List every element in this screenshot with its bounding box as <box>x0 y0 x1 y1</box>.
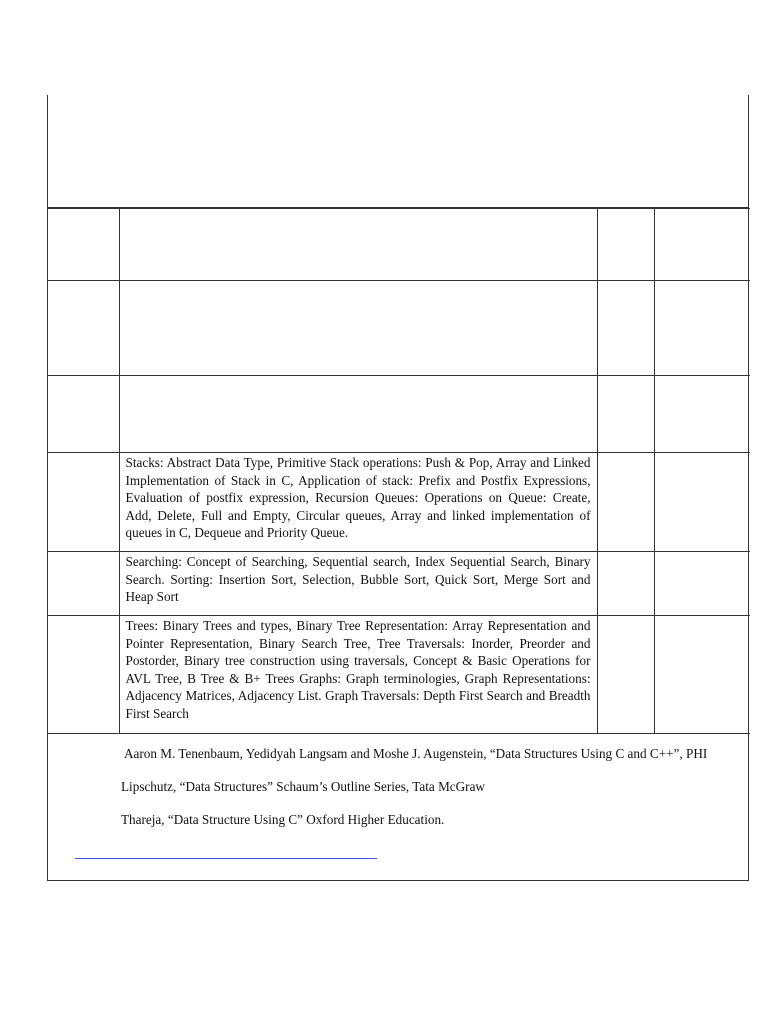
unit-content-cell <box>119 616 597 734</box>
syllabus-document <box>47 95 749 881</box>
reference-item: Lipschutz, “Data Structures” Schaum’s Outline Series, Tata McGraw <box>121 779 485 794</box>
unit-number-cell <box>48 376 119 453</box>
unit-marks-cell <box>654 552 750 616</box>
syllabus-table <box>48 208 750 734</box>
unit-content-cell <box>119 281 597 376</box>
header-block <box>48 95 748 208</box>
unit-hours-cell <box>597 209 654 281</box>
unit-content-stacks-queues: Stacks: Abstract Data Type, Primitive Stack operations: Push & Pop, Array and Linked Implementation of Stack in C, Application of stack: Prefix and Postfix Expressions, Evaluation of postfix expression, Recursion Queues: Operations on Queue: Create, Add, Delete, Full and Empty, Circular queues, Array and linked implementation of queues in C, Dequeue and Priority Queue. <box>125 455 591 541</box>
unit-content-cell <box>119 552 597 616</box>
unit-content-cell <box>119 376 597 453</box>
unit-hours-cell <box>597 281 654 376</box>
unit-number-cell <box>48 552 119 616</box>
table-row <box>48 376 750 453</box>
reference-item: Thareja, “Data Structure Using C” Oxford Higher Education. <box>121 812 445 827</box>
table-row <box>48 209 750 281</box>
unit-content <box>120 281 597 284</box>
unit-number-cell <box>48 209 119 281</box>
unit-marks-cell <box>654 453 750 552</box>
unit-content-cell <box>119 453 597 552</box>
unit-number-cell <box>48 453 119 552</box>
unit-marks-cell <box>654 376 750 453</box>
unit-marks-cell <box>654 209 750 281</box>
unit-marks-cell <box>654 616 750 734</box>
unit-number-cell <box>48 281 119 376</box>
table-row <box>48 552 750 616</box>
unit-number-cell <box>48 616 119 734</box>
unit-content-searching-sorting: Searching: Concept of Searching, Sequential search, Index Sequential Search, Binary Search. Sorting: Insertion Sort, Selection, Bubble Sort, Quick Sort, Merge Sort and Heap Sort <box>125 554 591 605</box>
unit-content <box>120 376 597 379</box>
unit-hours-cell <box>597 453 654 552</box>
reference-item: Aaron M. Tenenbaum, Yedidyah Langsam and Moshe J. Augenstein, “Data Structures Using C and C++”, PHI <box>124 746 708 761</box>
unit-content <box>120 209 597 212</box>
hyperlink-underline[interactable] <box>75 858 377 859</box>
unit-content-cell <box>119 209 597 281</box>
table-row <box>48 616 750 734</box>
unit-content-trees-graphs: Trees: Binary Trees and types, Binary Tree Representation: Array Representation and Pointer Representation, Binary Search Tree, Tree Traversals: Inorder, Preorder and Postorder, Binary tree construction using traversals, Concept & Basic Operations for AVL Tree, B Tree & B+ Trees Graphs: Graph terminologies, Graph Representations: Adjacency Matrices, Adjacency List. Graph Traversals: Depth First Search and Breadth First Search <box>125 618 591 721</box>
table-row <box>48 453 750 552</box>
table-row <box>48 281 750 376</box>
unit-hours-cell <box>597 552 654 616</box>
unit-hours-cell <box>597 376 654 453</box>
references-section <box>48 733 748 881</box>
unit-hours-cell <box>597 616 654 734</box>
unit-marks-cell <box>654 281 750 376</box>
